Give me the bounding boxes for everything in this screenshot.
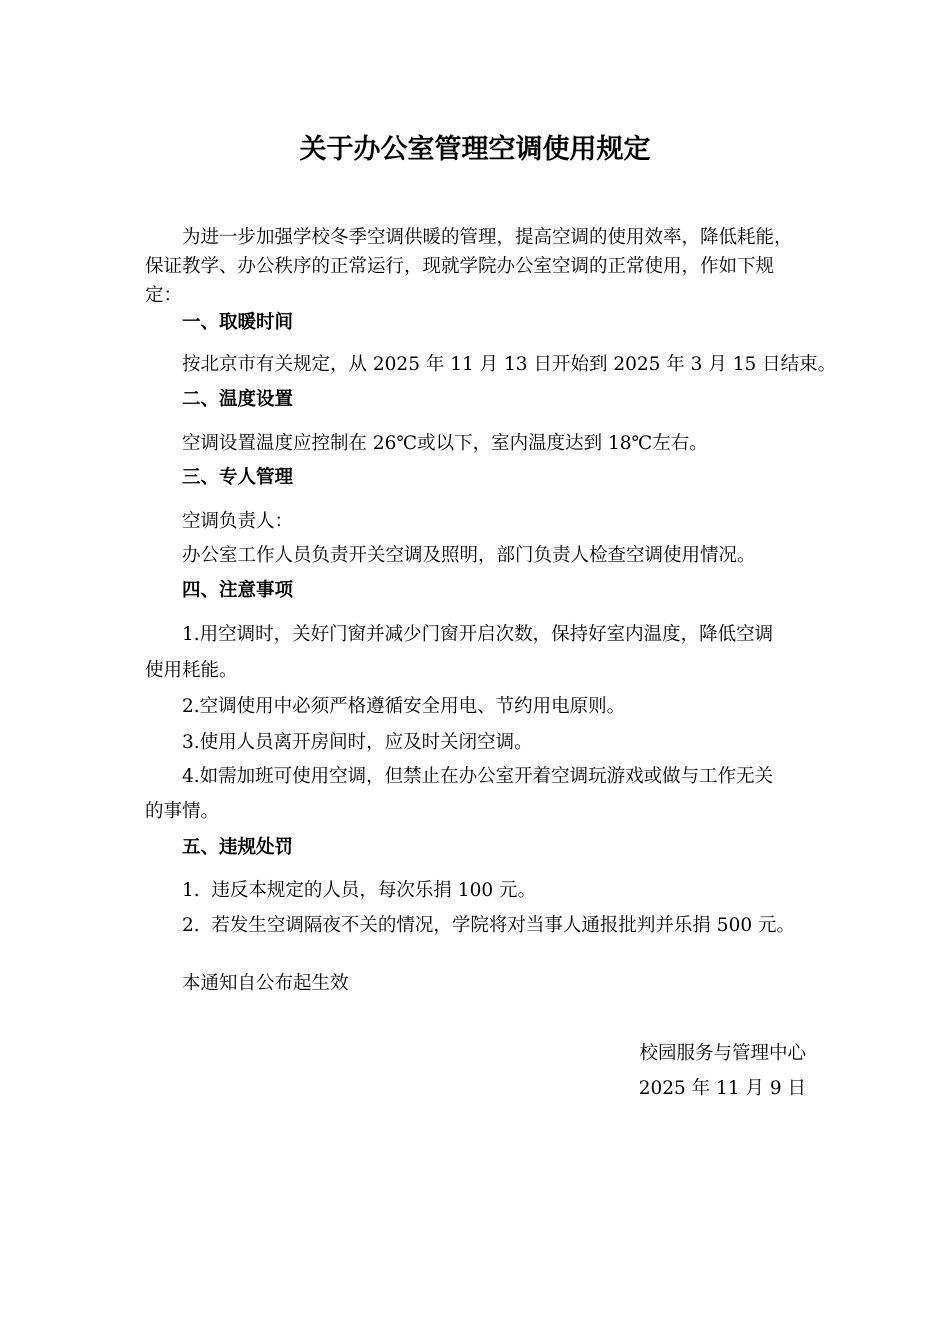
- intro-line: 为进一步加强学校冬季空调供暖的管理，提高空调的使用效率，降低耗能，: [182, 227, 793, 248]
- section-text: 空调负责人：: [182, 511, 294, 532]
- section-heading: 二、温度设置: [182, 389, 294, 410]
- section-heading: 五、违规处罚: [182, 837, 294, 858]
- signature-date: 2025 年 11 月 9 日: [638, 1078, 806, 1099]
- section-heading: 三、专人管理: [182, 467, 294, 488]
- section-text: 1. 违反本规定的人员，每次乐捐 100 元。: [182, 880, 536, 901]
- section-text: 使用耗能。: [145, 660, 238, 681]
- effective-notice: 本通知自公布起生效: [182, 973, 349, 994]
- section-text: 4.如需加班可使用空调，但禁止在办公室开着空调玩游戏或做与工作无关: [182, 766, 774, 787]
- section-text: 按北京市有关规定，从 2025 年 11 月 13 日开始到 2025 年 3 月 15 日结束。: [182, 354, 837, 375]
- intro-line: 保证教学、办公秩序的正常运行，现就学院办公室空调的正常使用，作如下规: [145, 256, 775, 277]
- document-title: 关于办公室管理空调使用规定: [299, 134, 651, 165]
- section-heading: 四、注意事项: [182, 580, 294, 601]
- section-heading: 一、取暖时间: [182, 312, 294, 333]
- section-text: 空调设置温度应控制在 26℃或以下，室内温度达到 18℃左右。: [182, 433, 708, 454]
- section-text: 3.使用人员离开房间时，应及时关闭空调。: [182, 732, 533, 753]
- signature-org: 校园服务与管理中心: [639, 1043, 806, 1064]
- intro-line: 定：: [145, 285, 183, 306]
- section-text: 2.空调使用中必须严格遵循安全用电、节约用电原则。: [182, 696, 626, 717]
- section-text: 的事情。: [145, 801, 220, 822]
- section-text: 办公室工作人员负责开关空调及照明，部门负责人检查空调使用情况。: [182, 545, 756, 566]
- section-text: 1.用空调时，关好门窗并减少门窗开启次数，保持好室内温度，降低空调: [182, 624, 774, 645]
- section-text: 2. 若发生空调隔夜不关的情况，学院将对当事人通报批判并乐捐 500 元。: [182, 915, 795, 936]
